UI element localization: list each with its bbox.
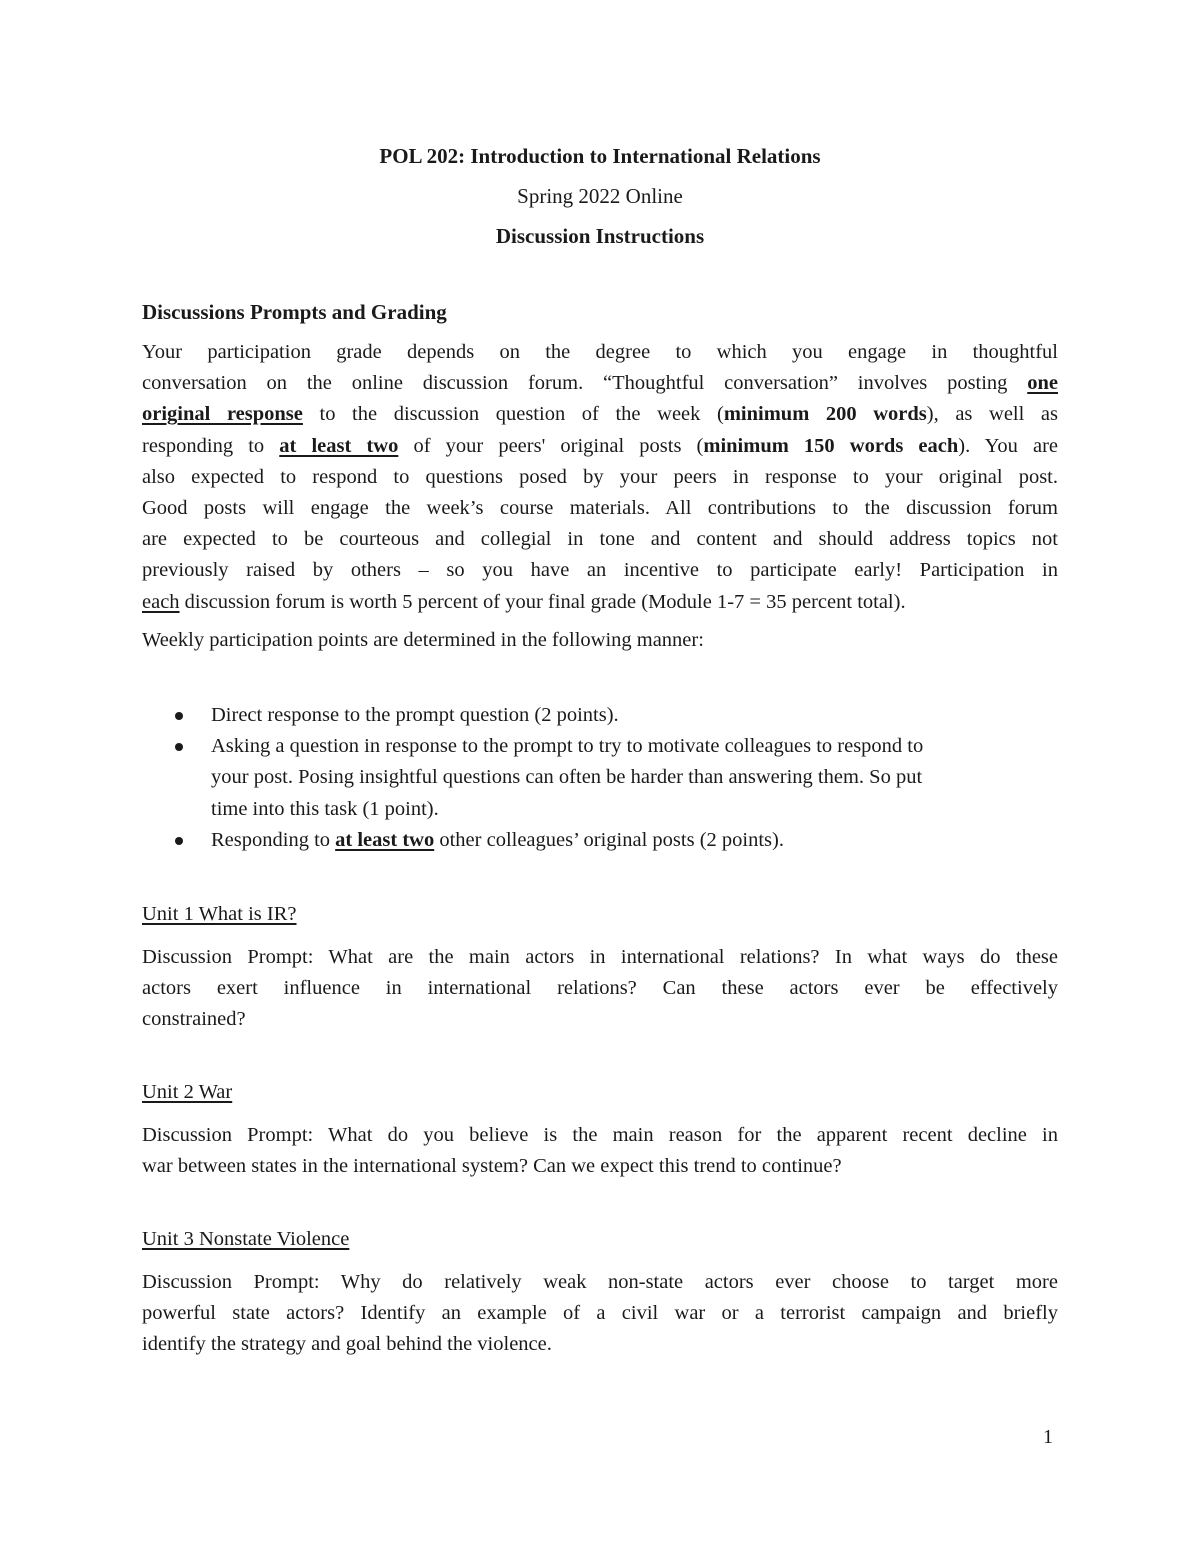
emphasis-each: each (142, 590, 180, 613)
list-item: Direct response to the prompt question (2 points). (142, 700, 1072, 731)
paragraph-line: previously raised by others – so you have an incentive to participate early! Participation in (142, 559, 1058, 582)
unit-3-prompt: Discussion Prompt: Why do relatively weak non-state actors ever choose to target more powerful state actors? Identify an example of a civil war or a terrorist campaign and briefly identify the strategy and goal behind the violence. (142, 1271, 1058, 1356)
list-item: Responding to at least two other colleagues’ original posts (2 points). (142, 825, 1072, 856)
section-heading: Discussions Prompts and Grading (142, 300, 447, 324)
unit-1-prompt: Discussion Prompt: What are the main actors in international relations? In what ways do these actors exert influence in international relations? Can these actors ever be effectively constrained? (142, 946, 1058, 1031)
unit-2-title: Unit 2 War (142, 1081, 233, 1103)
unit-3-title: Unit 3 Nonstate Violence (142, 1228, 350, 1250)
course-title: POL 202: Introduction to International Relations (379, 144, 821, 168)
bullet-icon (175, 743, 183, 751)
paragraph-line: also expected to respond to questions posed by your peers in response to your original post. (142, 465, 1058, 488)
paragraph-line: Your participation grade depends on the degree to which you engage in thoughtful (142, 341, 1058, 363)
points-list (142, 700, 1072, 856)
paragraph-line: responding to at least two of your peers' original posts (minimum 150 words each). You are (142, 434, 1059, 457)
paragraph-line: Good posts will engage the week’s course materials. All contributions to the discussion forum (142, 496, 1058, 519)
bullet-icon (175, 712, 183, 720)
paragraph-line: conversation on the online discussion forum. “Thoughtful conversation” involves posting one (142, 372, 1058, 395)
term-subtitle: Spring 2022 Online (517, 184, 683, 208)
emphasis-min-200: minimum 200 words (723, 403, 927, 426)
emphasis-at-least-two: at least two (279, 434, 399, 457)
points-intro: Weekly participation points are determined in the following manner: (142, 629, 704, 651)
unit-2-prompt: Discussion Prompt: What do you believe is the main reason for the apparent recent decline in war between states in the international system? Can we expect this trend to continue? (142, 1124, 1058, 1178)
document-title: Discussion Instructions (495, 224, 705, 248)
emphasis-at-least-two: at least two (335, 828, 435, 851)
bullet-icon (175, 837, 183, 845)
paragraph-line: each discussion forum is worth 5 percent of your final grade (Module 1-7 = 35 percent total). (142, 590, 906, 613)
grading-paragraph (142, 337, 1058, 618)
page-number: 1 (1043, 1426, 1053, 1448)
emphasis-min-150: minimum 150 words each (703, 434, 959, 457)
emphasis-original-response: original response (142, 403, 303, 426)
paragraph-line: original response to the discussion question of the week (minimum 200 words), as well as (142, 403, 1058, 426)
emphasis-one: one (1027, 372, 1058, 395)
list-item: Asking a question in response to the prompt to try to motivate colleagues to respond to your post. Posing insightful questions can often be harder than answering them. So put time into this task (1 point). (142, 731, 1072, 825)
paragraph-line: are expected to be courteous and collegial in tone and content and should address topics not (142, 528, 1058, 551)
unit-1-title: Unit 1 What is IR? (142, 903, 297, 925)
